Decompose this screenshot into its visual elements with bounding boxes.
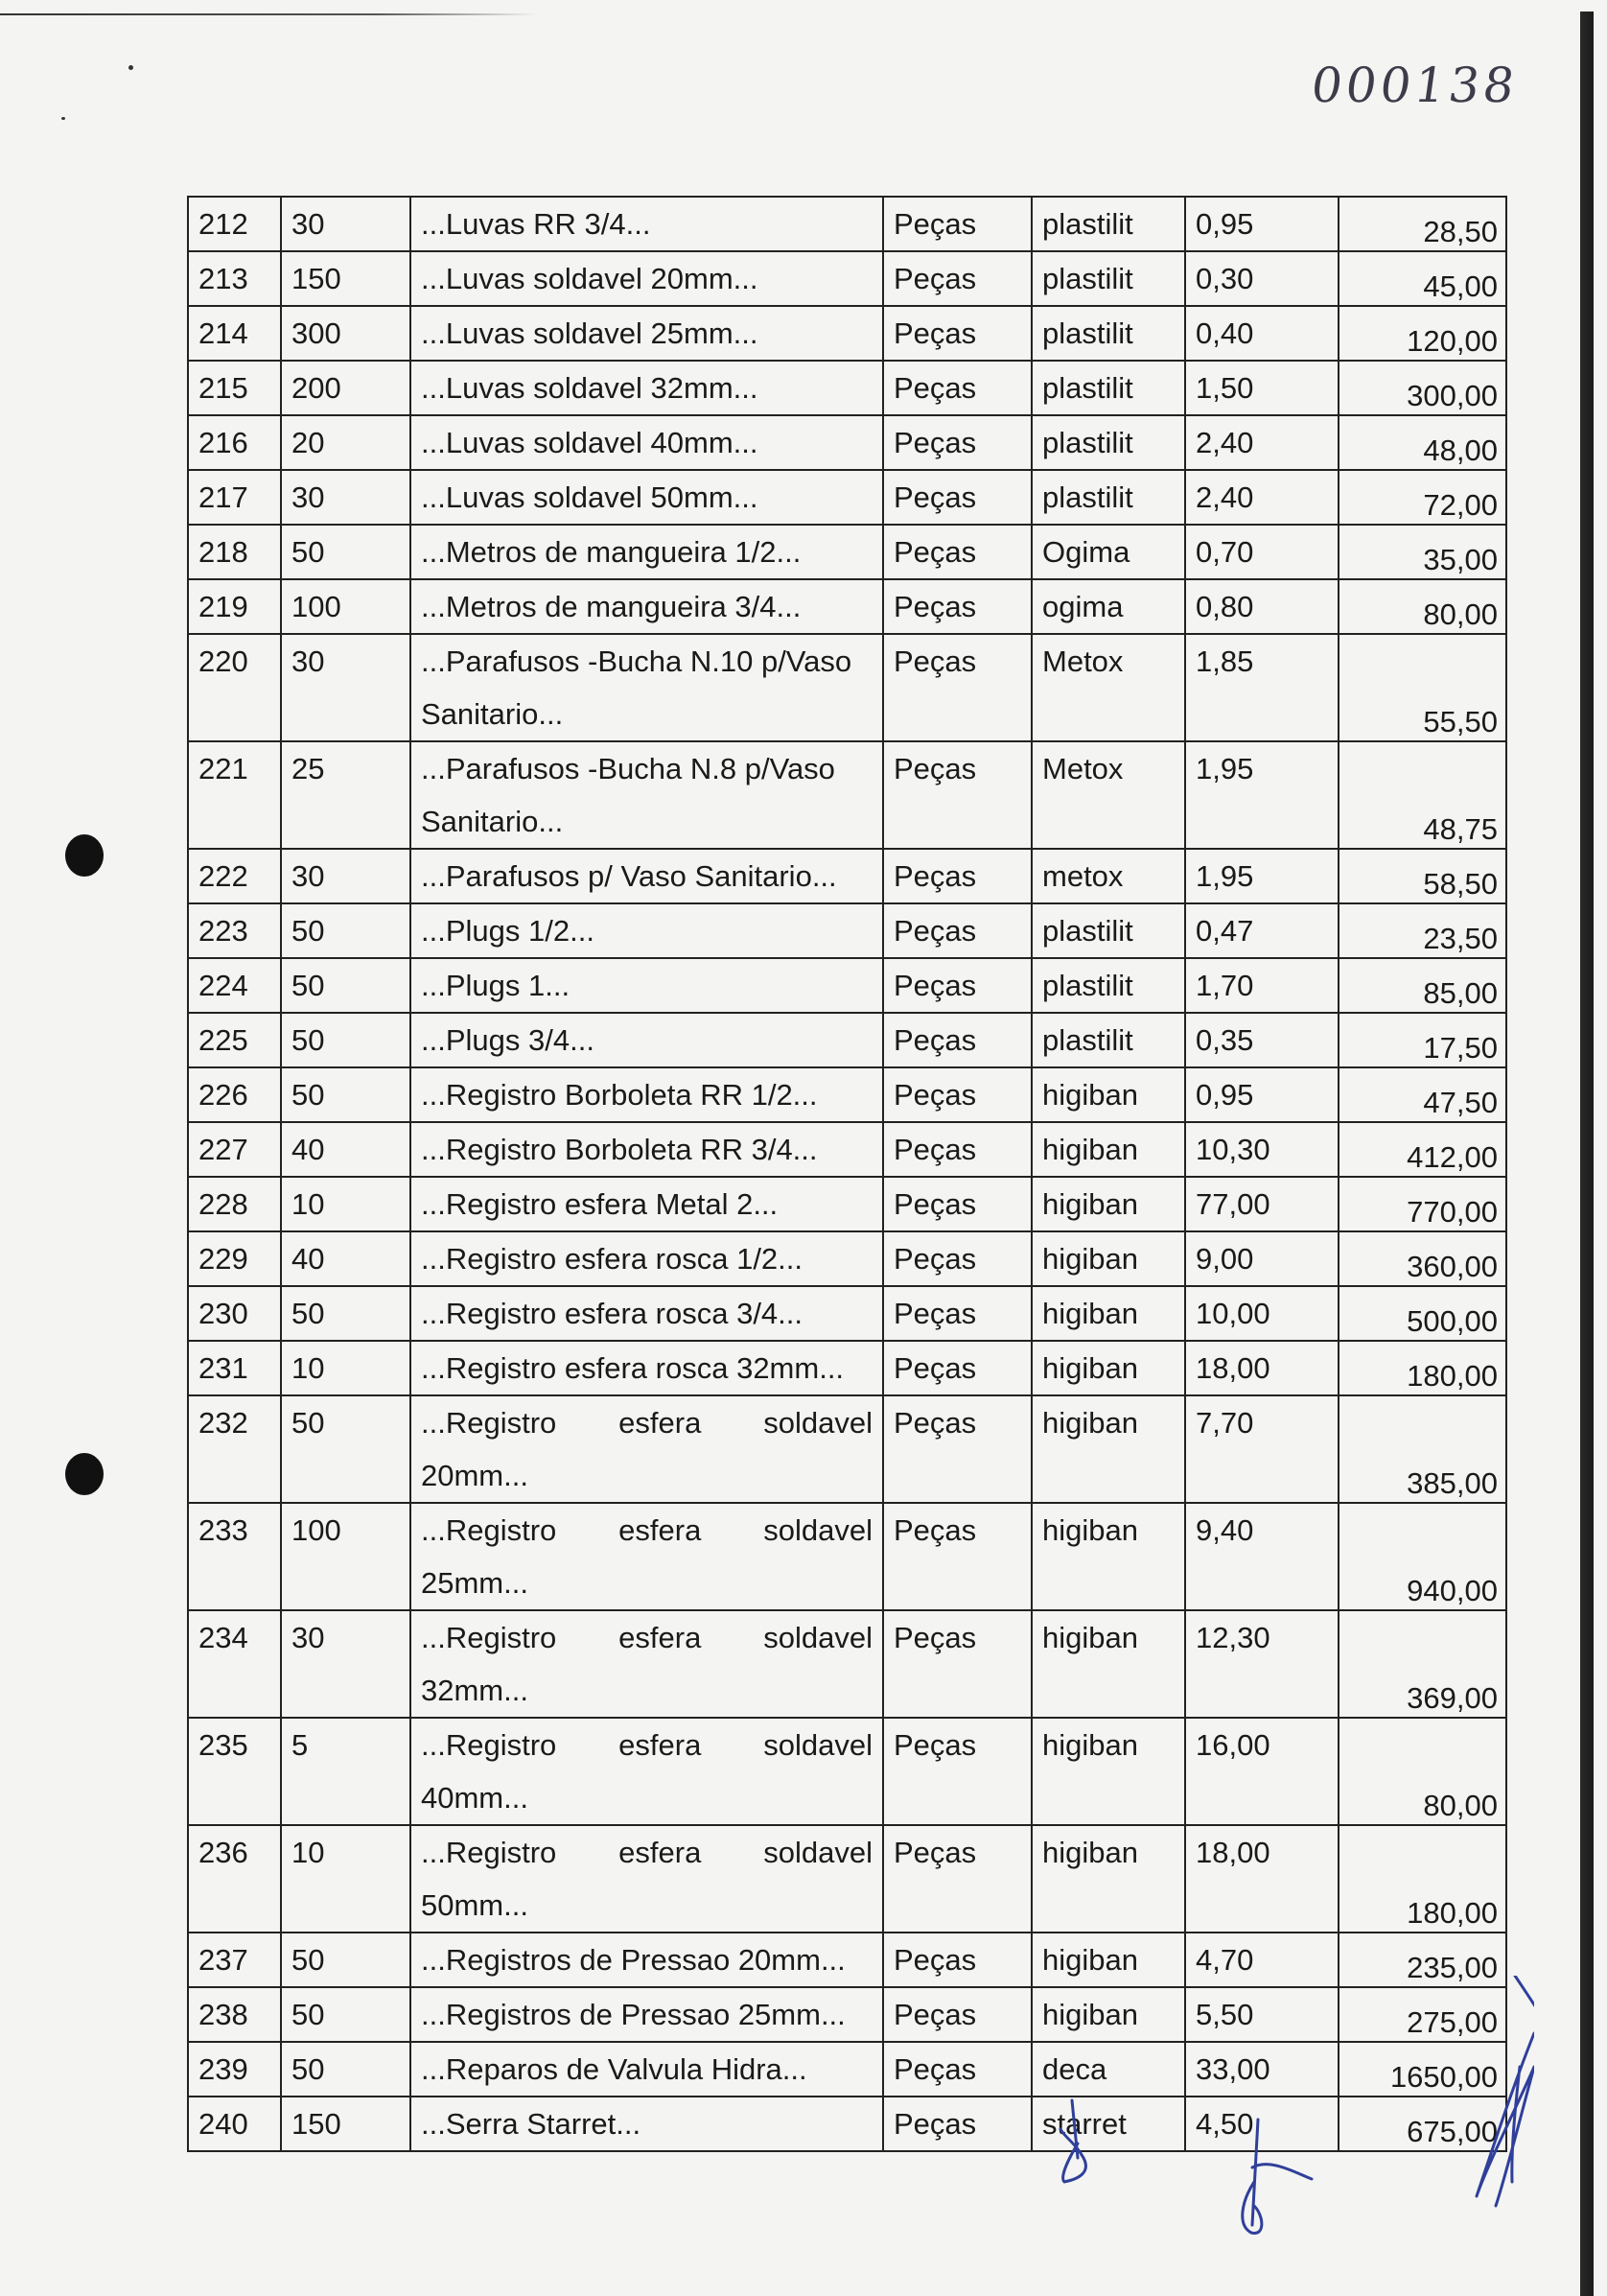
- punch-hole-upper: [65, 834, 104, 877]
- cell-price: 18,00: [1185, 1825, 1339, 1933]
- table-row: [188, 741, 1506, 849]
- cell-desc: ...Registro esfera soldavel 40mm...: [410, 1718, 883, 1825]
- cell-total: 940,00: [1339, 1503, 1506, 1610]
- cell-total: 23,50: [1339, 903, 1506, 958]
- cell-item: 235: [188, 1718, 281, 1825]
- cell-brand: higiban: [1032, 1503, 1185, 1610]
- cell-item: 231: [188, 1341, 281, 1395]
- cell-brand: deca: [1032, 2042, 1185, 2097]
- cell-total: 300,00: [1339, 361, 1506, 415]
- cell-brand: Metox: [1032, 634, 1185, 741]
- cell-total: 675,00: [1339, 2097, 1506, 2151]
- cell-unit: Peças: [883, 1503, 1032, 1610]
- cell-item: 240: [188, 2097, 281, 2151]
- cell-qty: 40: [281, 1122, 410, 1177]
- cell-qty: 30: [281, 470, 410, 525]
- cell-price: 18,00: [1185, 1341, 1339, 1395]
- cell-total: 85,00: [1339, 958, 1506, 1013]
- table-row: [188, 903, 1506, 958]
- cell-item: 222: [188, 849, 281, 903]
- cell-desc: ...Plugs 1/2...: [410, 903, 883, 958]
- cell-item: 217: [188, 470, 281, 525]
- cell-item: 221: [188, 741, 281, 849]
- cell-brand: metox: [1032, 849, 1185, 903]
- cell-price: 1,95: [1185, 741, 1339, 849]
- cell-qty: 5: [281, 1718, 410, 1825]
- cell-qty: 50: [281, 903, 410, 958]
- cell-desc: ...Registro Borboleta RR 1/2...: [410, 1067, 883, 1122]
- cell-qty: 30: [281, 197, 410, 251]
- cell-unit: Peças: [883, 2042, 1032, 2097]
- cell-desc: ...Serra Starret...: [410, 2097, 883, 2151]
- cell-price: 77,00: [1185, 1177, 1339, 1231]
- cell-price: 2,40: [1185, 415, 1339, 470]
- table-row: [188, 251, 1506, 306]
- cell-brand: higiban: [1032, 1718, 1185, 1825]
- cell-desc: ...Luvas soldavel 20mm...: [410, 251, 883, 306]
- cell-unit: Peças: [883, 1987, 1032, 2042]
- cell-unit: Peças: [883, 849, 1032, 903]
- cell-total: 80,00: [1339, 1718, 1506, 1825]
- cell-brand: higiban: [1032, 1933, 1185, 1987]
- cell-item: 223: [188, 903, 281, 958]
- cell-price: 7,70: [1185, 1395, 1339, 1503]
- cell-brand: plastilit: [1032, 958, 1185, 1013]
- cell-total: 369,00: [1339, 1610, 1506, 1718]
- items-table-body: [188, 197, 1506, 2151]
- cell-price: 2,40: [1185, 470, 1339, 525]
- cell-item: 227: [188, 1122, 281, 1177]
- table-row: [188, 1503, 1506, 1610]
- cell-qty: 10: [281, 1341, 410, 1395]
- cell-qty: 40: [281, 1231, 410, 1286]
- cell-qty: 10: [281, 1177, 410, 1231]
- cell-unit: Peças: [883, 958, 1032, 1013]
- signature-initial-left: [1060, 2100, 1085, 2182]
- table-row: [188, 1231, 1506, 1286]
- cell-brand: higiban: [1032, 1825, 1185, 1933]
- cell-brand: plastilit: [1032, 197, 1185, 251]
- table-row: [188, 1177, 1506, 1231]
- cell-qty: 30: [281, 1610, 410, 1718]
- cell-total: 770,00: [1339, 1177, 1506, 1231]
- cell-desc: ...Registro esfera Metal 2...: [410, 1177, 883, 1231]
- cell-brand: plastilit: [1032, 251, 1185, 306]
- cell-item: 213: [188, 251, 281, 306]
- cell-item: 215: [188, 361, 281, 415]
- cell-qty: 25: [281, 741, 410, 849]
- cell-total: 28,50: [1339, 197, 1506, 251]
- cell-unit: Peças: [883, 1395, 1032, 1503]
- cell-total: 120,00: [1339, 306, 1506, 361]
- cell-unit: Peças: [883, 525, 1032, 579]
- handwritten-signatures: [1036, 1976, 1534, 2263]
- cell-qty: 300: [281, 306, 410, 361]
- cell-item: 224: [188, 958, 281, 1013]
- cell-brand: plastilit: [1032, 415, 1185, 470]
- cell-price: 9,00: [1185, 1231, 1339, 1286]
- cell-desc: ...Plugs 3/4...: [410, 1013, 883, 1067]
- cell-unit: Peças: [883, 197, 1032, 251]
- cell-total: 47,50: [1339, 1067, 1506, 1122]
- cell-unit: Peças: [883, 415, 1032, 470]
- cell-brand: higiban: [1032, 1341, 1185, 1395]
- cell-qty: 100: [281, 1503, 410, 1610]
- cell-price: 0,95: [1185, 197, 1339, 251]
- cell-price: 5,50: [1185, 1987, 1339, 2042]
- cell-item: 233: [188, 1503, 281, 1610]
- cell-total: 1650,00: [1339, 2042, 1506, 2097]
- cell-item: 226: [188, 1067, 281, 1122]
- cell-qty: 150: [281, 251, 410, 306]
- cell-item: 234: [188, 1610, 281, 1718]
- cell-item: 237: [188, 1933, 281, 1987]
- cell-unit: Peças: [883, 1067, 1032, 1122]
- cell-total: 180,00: [1339, 1341, 1506, 1395]
- cell-brand: higiban: [1032, 1987, 1185, 2042]
- cell-desc: ...Luvas soldavel 40mm...: [410, 415, 883, 470]
- cell-qty: 50: [281, 958, 410, 1013]
- cell-brand: higiban: [1032, 1177, 1185, 1231]
- table-row: [188, 197, 1506, 251]
- cell-qty: 30: [281, 634, 410, 741]
- cell-total: 80,00: [1339, 579, 1506, 634]
- table-row: [188, 1013, 1506, 1067]
- cell-price: 1,95: [1185, 849, 1339, 903]
- cell-qty: 100: [281, 579, 410, 634]
- cell-item: 225: [188, 1013, 281, 1067]
- cell-unit: Peças: [883, 1825, 1032, 1933]
- cell-brand: higiban: [1032, 1610, 1185, 1718]
- table-row: [188, 470, 1506, 525]
- table-row: [188, 579, 1506, 634]
- cell-qty: 50: [281, 525, 410, 579]
- cell-unit: Peças: [883, 634, 1032, 741]
- table-row: [188, 1395, 1506, 1503]
- cell-total: 48,75: [1339, 741, 1506, 849]
- cell-price: 0,35: [1185, 1013, 1339, 1067]
- cell-brand: plastilit: [1032, 1013, 1185, 1067]
- table-row: [188, 1825, 1506, 1933]
- cell-item: 229: [188, 1231, 281, 1286]
- signature-initial-middle: [1243, 2120, 1312, 2233]
- cell-desc: ...Luvas soldavel 25mm...: [410, 306, 883, 361]
- cell-unit: Peças: [883, 361, 1032, 415]
- cell-total: 45,00: [1339, 251, 1506, 306]
- cell-desc: ...Registro esfera soldavel 50mm...: [410, 1825, 883, 1933]
- cell-brand: starret: [1032, 2097, 1185, 2151]
- cell-price: 0,47: [1185, 903, 1339, 958]
- scan-speck: [128, 65, 133, 70]
- cell-desc: ...Registros de Pressao 20mm...: [410, 1933, 883, 1987]
- cell-brand: Metox: [1032, 741, 1185, 849]
- items-table: [187, 196, 1507, 2152]
- cell-price: 9,40: [1185, 1503, 1339, 1610]
- cell-desc: ...Registro esfera soldavel 32mm...: [410, 1610, 883, 1718]
- cell-price: 1,85: [1185, 634, 1339, 741]
- table-row: [188, 1610, 1506, 1718]
- cell-desc: ...Registro esfera rosca 1/2...: [410, 1231, 883, 1286]
- cell-item: 218: [188, 525, 281, 579]
- cell-brand: plastilit: [1032, 903, 1185, 958]
- cell-total: 180,00: [1339, 1825, 1506, 1933]
- cell-brand: higiban: [1032, 1067, 1185, 1122]
- cell-price: 0,30: [1185, 251, 1339, 306]
- cell-qty: 20: [281, 415, 410, 470]
- table-row: [188, 361, 1506, 415]
- cell-desc: ...Registro esfera rosca 32mm...: [410, 1341, 883, 1395]
- cell-desc: ...Luvas RR 3/4...: [410, 197, 883, 251]
- cell-qty: 50: [281, 1067, 410, 1122]
- cell-item: 216: [188, 415, 281, 470]
- cell-item: 239: [188, 2042, 281, 2097]
- cell-price: 16,00: [1185, 1718, 1339, 1825]
- cell-unit: Peças: [883, 1231, 1032, 1286]
- cell-desc: ...Luvas soldavel 32mm...: [410, 361, 883, 415]
- cell-unit: Peças: [883, 1341, 1032, 1395]
- cell-unit: Peças: [883, 306, 1032, 361]
- cell-desc: ...Luvas soldavel 50mm...: [410, 470, 883, 525]
- cell-item: 230: [188, 1286, 281, 1341]
- cell-total: 360,00: [1339, 1231, 1506, 1286]
- cell-item: 214: [188, 306, 281, 361]
- signature-initial-right: [1477, 1976, 1534, 2206]
- scan-speck: [61, 117, 65, 120]
- table-row: [188, 306, 1506, 361]
- cell-unit: Peças: [883, 1610, 1032, 1718]
- cell-price: 0,40: [1185, 306, 1339, 361]
- cell-qty: 50: [281, 2042, 410, 2097]
- cell-desc: ...Registro esfera soldavel 20mm...: [410, 1395, 883, 1503]
- cell-total: 35,00: [1339, 525, 1506, 579]
- table-row: [188, 634, 1506, 741]
- table-row: [188, 958, 1506, 1013]
- cell-brand: plastilit: [1032, 361, 1185, 415]
- cell-total: 235,00: [1339, 1933, 1506, 1987]
- cell-desc: ...Registro Borboleta RR 3/4...: [410, 1122, 883, 1177]
- table-row: [188, 525, 1506, 579]
- cell-price: 10,30: [1185, 1122, 1339, 1177]
- cell-brand: higiban: [1032, 1286, 1185, 1341]
- cell-item: 220: [188, 634, 281, 741]
- table-row: [188, 1067, 1506, 1122]
- cell-brand: ogima: [1032, 579, 1185, 634]
- cell-price: 33,00: [1185, 2042, 1339, 2097]
- cell-unit: Peças: [883, 251, 1032, 306]
- cell-total: 385,00: [1339, 1395, 1506, 1503]
- cell-unit: Peças: [883, 579, 1032, 634]
- cell-price: 0,95: [1185, 1067, 1339, 1122]
- cell-desc: ...Parafusos -Bucha N.10 p/Vaso Sanitario...: [410, 634, 883, 741]
- cell-unit: Peças: [883, 903, 1032, 958]
- cell-unit: Peças: [883, 1122, 1032, 1177]
- cell-qty: 50: [281, 1987, 410, 2042]
- table-row: [188, 1718, 1506, 1825]
- cell-qty: 50: [281, 1395, 410, 1503]
- cell-total: 17,50: [1339, 1013, 1506, 1067]
- cell-desc: ...Reparos de Valvula Hidra...: [410, 2042, 883, 2097]
- table-row: [188, 1122, 1506, 1177]
- cell-desc: ...Parafusos p/ Vaso Sanitario...: [410, 849, 883, 903]
- cell-total: 412,00: [1339, 1122, 1506, 1177]
- table-row: [188, 415, 1506, 470]
- cell-unit: Peças: [883, 1013, 1032, 1067]
- cell-qty: 200: [281, 361, 410, 415]
- cell-price: 1,70: [1185, 958, 1339, 1013]
- cell-item: 238: [188, 1987, 281, 2042]
- cell-price: 4,70: [1185, 1933, 1339, 1987]
- cell-qty: 10: [281, 1825, 410, 1933]
- cell-brand: higiban: [1032, 1122, 1185, 1177]
- cell-brand: plastilit: [1032, 306, 1185, 361]
- cell-desc: ...Registro esfera rosca 3/4...: [410, 1286, 883, 1341]
- cell-desc: ...Registros de Pressao 25mm...: [410, 1987, 883, 2042]
- cell-brand: higiban: [1032, 1231, 1185, 1286]
- cell-total: 72,00: [1339, 470, 1506, 525]
- cell-qty: 50: [281, 1286, 410, 1341]
- cell-unit: Peças: [883, 1933, 1032, 1987]
- cell-price: 12,30: [1185, 1610, 1339, 1718]
- cell-total: 48,00: [1339, 415, 1506, 470]
- cell-unit: Peças: [883, 470, 1032, 525]
- cell-desc: ...Registro esfera soldavel 25mm...: [410, 1503, 883, 1610]
- cell-unit: Peças: [883, 1177, 1032, 1231]
- cell-unit: Peças: [883, 1718, 1032, 1825]
- cell-desc: ...Parafusos -Bucha N.8 p/Vaso Sanitario...: [410, 741, 883, 849]
- cell-price: 0,80: [1185, 579, 1339, 634]
- cell-total: 500,00: [1339, 1286, 1506, 1341]
- cell-desc: ...Metros de mangueira 3/4...: [410, 579, 883, 634]
- cell-item: 236: [188, 1825, 281, 1933]
- cell-total: 58,50: [1339, 849, 1506, 903]
- scan-right-edge: [1580, 12, 1594, 2296]
- cell-unit: Peças: [883, 2097, 1032, 2151]
- cell-total: 55,50: [1339, 634, 1506, 741]
- cell-qty: 50: [281, 1933, 410, 1987]
- cell-desc: ...Metros de mangueira 1/2...: [410, 525, 883, 579]
- cell-qty: 30: [281, 849, 410, 903]
- cell-price: 0,70: [1185, 525, 1339, 579]
- cell-unit: Peças: [883, 1286, 1032, 1341]
- cell-total: 275,00: [1339, 1987, 1506, 2042]
- cell-brand: plastilit: [1032, 470, 1185, 525]
- cell-qty: 150: [281, 2097, 410, 2151]
- cell-item: 232: [188, 1395, 281, 1503]
- table-row: [188, 1286, 1506, 1341]
- cell-brand: higiban: [1032, 1395, 1185, 1503]
- cell-item: 212: [188, 197, 281, 251]
- cell-price: 4,50: [1185, 2097, 1339, 2151]
- cell-item: 228: [188, 1177, 281, 1231]
- page-number-stamp: 000138: [1307, 58, 1522, 113]
- table-row: [188, 1341, 1506, 1395]
- cell-desc: ...Plugs 1...: [410, 958, 883, 1013]
- table-row: [188, 849, 1506, 903]
- cell-price: 1,50: [1185, 361, 1339, 415]
- scan-top-rule: [0, 13, 537, 15]
- cell-qty: 50: [281, 1013, 410, 1067]
- cell-price: 10,00: [1185, 1286, 1339, 1341]
- cell-brand: Ogima: [1032, 525, 1185, 579]
- cell-unit: Peças: [883, 741, 1032, 849]
- cell-item: 219: [188, 579, 281, 634]
- punch-hole-lower: [65, 1453, 104, 1495]
